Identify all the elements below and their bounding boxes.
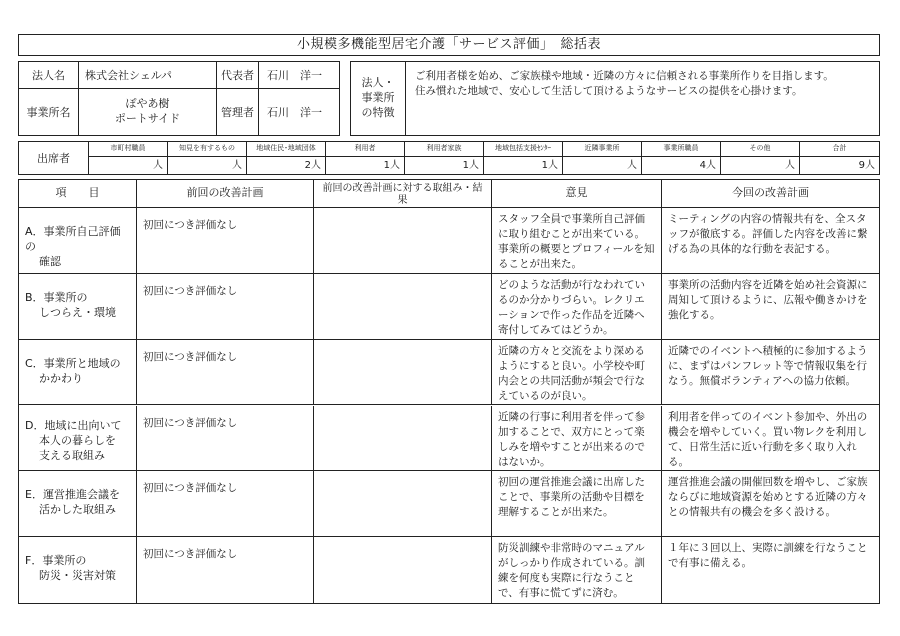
table-cell-efforts <box>314 208 492 274</box>
table-cell-next: 事業所の活動内容を近隣を始め社会資源に周知して頂けるように、広報や働きかけを強化する。 <box>662 274 879 340</box>
table-cell-prev: 初回につき評価なし <box>137 208 314 274</box>
attendance-column-name: 地域住民･地域団体 <box>247 142 325 157</box>
header-efforts-line-1: 前回の改善計画に対する取組み・結 <box>322 183 483 194</box>
table-cell-item <box>19 471 137 537</box>
feature-text-line-1: ご利用者様を始め、ご家族様や地域・近隣の方々に信頼される事業所作りを目指します。 <box>415 70 834 82</box>
attendance-column-name: 利用者家族 <box>405 142 483 157</box>
table-cell-efforts <box>314 406 492 472</box>
header-efforts <box>314 180 492 208</box>
item-label-line-2: 活かした取組み <box>39 503 116 517</box>
attendance-label: 出席者 <box>19 142 89 174</box>
table-cell-item <box>19 274 137 340</box>
evaluation-rows <box>19 208 879 603</box>
feature-label <box>351 62 406 135</box>
attendance-column-value: 人 <box>785 160 795 171</box>
feature-label-line-2: 事業所 <box>361 91 395 104</box>
item-label-line-1: D．地域に出向いて <box>25 418 122 432</box>
item-label-line-2: かかわり <box>39 371 83 385</box>
item-label-line-2: 確認 <box>39 255 61 268</box>
attendance-column-name: その他 <box>721 142 799 157</box>
attendance-column-name: 知見を有するもの <box>168 142 246 157</box>
mgr-label: 管理者 <box>217 89 259 135</box>
table-cell-prev: 初回につき評価なし <box>137 340 314 406</box>
table-cell-item <box>19 406 137 472</box>
header-opinion: 意見 <box>492 180 662 208</box>
table-cell-next: ミーティングの内容の情報共有を、全スタッフが徹底する。評価した内容を改善に繋げる為の具体的な行動を表記する。 <box>662 208 879 274</box>
table-cell-opinion: どのような活動が行なわれているのか分かりづらい。レクリエーションで作った作品を近隣へ寄付してみてはどうか。 <box>492 274 662 340</box>
info-block <box>18 61 340 136</box>
feature-text-line-2: 住み慣れた地域で、安心して生活して頂けるようなサービスの提供を心掛けます。 <box>415 85 803 97</box>
table-cell-next: 運営推進会議の開催回数を増やし、ご家族ならびに地域資源を始めとする近隣の方々との情報共有の機会を多く設ける。 <box>662 471 879 537</box>
table-cell-opinion: スタッフ全員で事業所自己評価に取り組むことが出来ている。事業所の概要とプロフィールを知ることが出来た。 <box>492 208 662 274</box>
table-cell-item <box>19 208 137 274</box>
table-cell-opinion: 近隣の行事に利用者を伴って参加することで、双方にとって楽しみを増やすことが出来るのではないか。 <box>492 406 662 472</box>
table-cell-item <box>19 340 137 406</box>
attendance-column-name: 地域包括支援ｾﾝﾀｰ <box>484 142 562 157</box>
header-item: 項 目 <box>19 180 137 208</box>
attendance-columns <box>89 142 879 174</box>
table-cell-prev: 初回につき評価なし <box>137 471 314 537</box>
header-prev-plan: 前回の改善計画 <box>137 180 314 208</box>
attendance-column <box>721 142 800 174</box>
attendance-column <box>89 142 168 174</box>
feature-label-line-3: の特徴 <box>361 106 395 119</box>
corp-label: 法人名 <box>19 62 79 89</box>
feature-text <box>409 64 879 134</box>
table-cell-item <box>19 537 137 603</box>
table-cell-efforts <box>314 274 492 340</box>
rep-label: 代表者 <box>217 62 259 89</box>
attendance-row <box>18 141 880 175</box>
attendance-column <box>642 142 721 174</box>
table-cell-efforts <box>314 340 492 406</box>
office-value-line-2: ポートサイド <box>114 112 181 125</box>
evaluation-table <box>18 179 880 604</box>
item-label-line-1: A．事業所自己評価の <box>25 225 121 253</box>
table-cell-next: 近隣でのイベントへ積極的に参加するように、まずはパンフレット等で情報収集を行なう。無償ボランティアへの協力依頼。 <box>662 340 879 406</box>
attendance-column <box>484 142 563 174</box>
item-label-line-1: E．運営推進会議を <box>25 488 120 502</box>
office-value <box>79 89 217 135</box>
item-label-line-1: B．事業所の <box>25 290 88 304</box>
feature-label-line-1: 法人・ <box>361 76 395 89</box>
attendance-column-value: 人 <box>627 160 637 171</box>
attendance-column-value: 1人 <box>462 160 479 171</box>
attendance-column <box>563 142 642 174</box>
attendance-column-value: 1人 <box>541 160 558 171</box>
item-label-line-3: 支える取組み <box>39 448 105 462</box>
attendance-column-value: 4人 <box>699 160 716 171</box>
attendance-column <box>800 142 879 174</box>
item-label-line-1: F．事業所の <box>25 554 87 568</box>
attendance-column <box>168 142 247 174</box>
attendance-column <box>326 142 405 174</box>
attendance-column-name: 事業所職員 <box>642 142 720 157</box>
attendance-column-name: 近隣事業所 <box>563 142 641 157</box>
attendance-column-value: 9人 <box>858 160 875 171</box>
rep-value: 石川 洋一 <box>259 62 339 89</box>
table-cell-opinion: 初回の運営推進会議に出席したことで、事業所の活動や目標を理解することが出来た。 <box>492 471 662 537</box>
attendance-column-value: 人 <box>153 160 163 171</box>
header-efforts-line-2: 果 <box>397 195 408 206</box>
office-label: 事業所名 <box>19 89 79 135</box>
corp-value: 株式会社シェルパ <box>79 62 217 89</box>
header-next-plan: 今回の改善計画 <box>662 180 879 208</box>
table-cell-efforts <box>314 471 492 537</box>
office-value-line-1: ぽやあ樹 <box>125 97 170 110</box>
table-cell-next: １年に３回以上、実際に訓練を行なうことで有事に備える。 <box>668 542 868 570</box>
attendance-column-value: 2人 <box>304 160 321 171</box>
table-cell-prev: 初回につき評価なし <box>137 537 314 603</box>
document-title: 小規模多機能型居宅介護「サービス評価」 総括表 <box>18 34 880 56</box>
attendance-column <box>247 142 326 174</box>
attendance-column <box>405 142 484 174</box>
feature-block <box>350 61 880 136</box>
attendance-column-value: 1人 <box>383 160 400 171</box>
item-label-line-1: C．事業所と地域の <box>25 356 121 370</box>
table-cell-prev: 初回につき評価なし <box>137 274 314 340</box>
table-cell-opinion: 近隣の方々と交流をより深めるようにすると良い。小学校や町内会との共同活動が頻会で行なえているのが良い。 <box>492 340 662 406</box>
mgr-value: 石川 洋一 <box>267 106 322 119</box>
item-label-line-2: 防災・災害対策 <box>39 569 116 583</box>
item-label-line-2: 本人の暮らしを <box>39 433 116 447</box>
table-cell-prev: 初回につき評価なし <box>137 406 314 472</box>
attendance-column-name: 利用者 <box>326 142 404 157</box>
attendance-column-name: 市町村職員 <box>89 142 167 157</box>
attendance-column-name: 合計 <box>800 142 879 157</box>
table-cell-next: 利用者を伴ってのイベント参加や、外出の機会を増やしていく。買い物レクを利用して、日常生活に近い行動を多く取り入れる。 <box>662 406 879 472</box>
table-cell-opinion: 防災訓練や非常時のマニュアルがしっかり作成されている。訓練を何度も実際に行なうことで、有事に慌てずに済む。 <box>492 537 662 603</box>
table-cell-efforts <box>314 537 492 603</box>
attendance-column-value: 人 <box>232 160 242 171</box>
item-label-line-2: しつらえ・環境 <box>39 305 116 319</box>
